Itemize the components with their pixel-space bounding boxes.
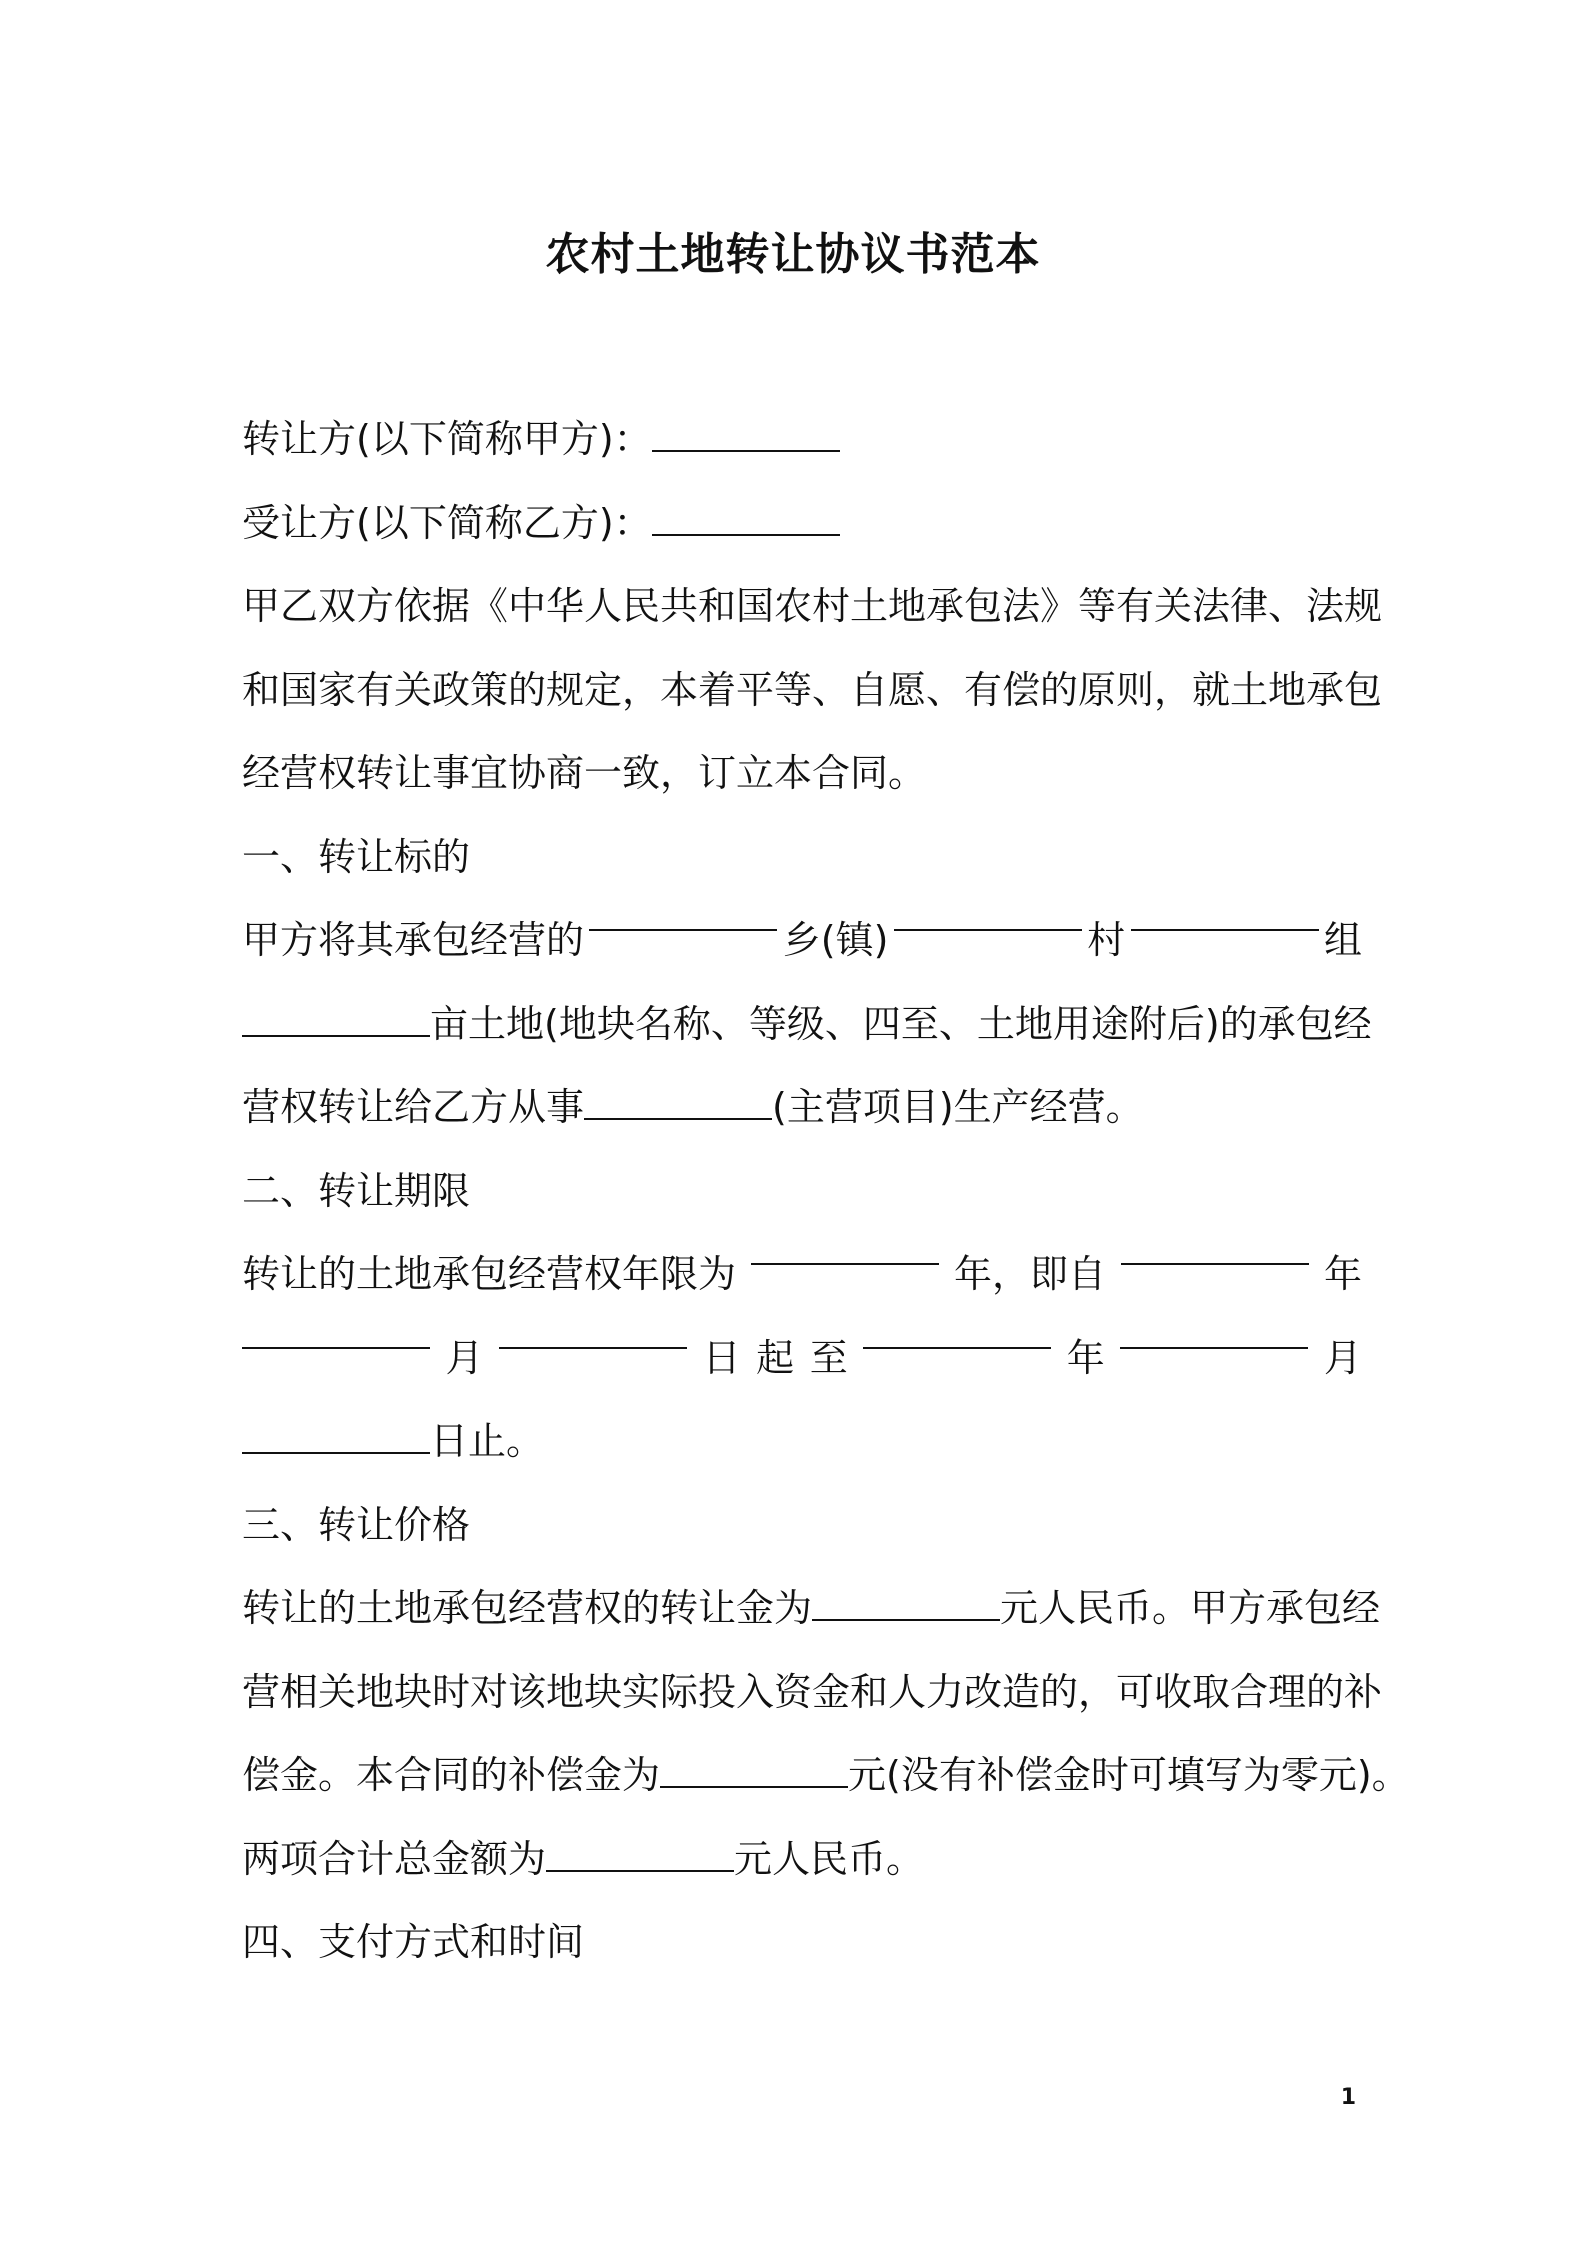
- section-1-line-3-text-a: 营权转让给乙方从事: [242, 1085, 585, 1129]
- section-1-line-2-text: 亩土地(地块名称、等级、四至、土地用途附后)的承包经: [430, 1001, 1372, 1046]
- end-month-blank[interactable]: [1120, 1317, 1308, 1349]
- group-blank[interactable]: [1131, 899, 1319, 931]
- section-1-line-1: [242, 899, 1362, 983]
- section-2-month-label: 月: [445, 1335, 484, 1380]
- section-1-text-d: 组: [1323, 918, 1362, 962]
- section-3-line-4-text-a: 两项合计总金额为: [242, 1836, 547, 1881]
- section-1-text-b: 乡(镇): [782, 918, 889, 962]
- page-number: 1: [1340, 2085, 1356, 2110]
- section-2-heading: 二、转让期限: [242, 1168, 471, 1213]
- party-b-blank[interactable]: [652, 504, 840, 536]
- intro-line-2: 和国家有关政策的规定，本着平等、自愿、有偿的原则，就土地承包: [242, 667, 1383, 712]
- section-2-line-1: [242, 1233, 1362, 1317]
- section-3-line-2: 营相关地块时对该地块实际投入资金和人力改造的，可收取合理的补: [242, 1669, 1383, 1714]
- section-2-text-c: 年: [1323, 1252, 1362, 1296]
- section-3-line-3: [242, 1734, 1410, 1818]
- section-2-to-label: 至: [809, 1335, 848, 1380]
- village-blank[interactable]: [894, 899, 1082, 931]
- section-2-end-month-label: 月: [1323, 1335, 1362, 1380]
- section-2-day-label: 日: [702, 1335, 741, 1380]
- party-b-line: [242, 482, 1362, 566]
- section-3-line-4: [242, 1818, 1362, 1902]
- section-2-text-b: 年，即自: [953, 1252, 1106, 1296]
- section-3-heading: 三、转让价格: [242, 1502, 471, 1547]
- term-years-blank[interactable]: [751, 1233, 939, 1265]
- section-2-line-3: [242, 1400, 1362, 1484]
- section-4-heading: 四、支付方式和时间: [242, 1920, 585, 1964]
- section-2-line-2: [242, 1317, 1362, 1401]
- section-2-year-label: 年: [1066, 1335, 1105, 1380]
- section-3-line-1: [242, 1567, 1381, 1651]
- start-month-blank[interactable]: [242, 1317, 430, 1349]
- section-1-text-a: 甲方将其承包经营的: [242, 918, 585, 962]
- transfer-fee-blank[interactable]: [812, 1589, 1000, 1621]
- section-3-line-4-text-b: 元人民币。: [734, 1836, 925, 1881]
- section-1-line-3: [242, 1066, 1362, 1150]
- township-blank[interactable]: [589, 899, 777, 931]
- section-3-line-1-text-a: 转让的土地承包经营权的转让金为: [242, 1586, 813, 1630]
- compensation-blank[interactable]: [660, 1756, 848, 1788]
- start-day-blank[interactable]: [499, 1317, 687, 1349]
- section-1-line-3-text-b: (主营项目)生产经营。: [772, 1085, 1144, 1129]
- section-1-text-c: 村: [1087, 918, 1126, 962]
- end-day-blank[interactable]: [242, 1422, 430, 1454]
- section-3-line-3-text-a: 偿金。本合同的补偿金为: [242, 1753, 661, 1797]
- intro-line-1: 甲乙双方依据《中华人民共和国农村土地承包法》等有关法律、法规: [242, 584, 1383, 628]
- document-body: [242, 398, 1410, 1985]
- acreage-blank[interactable]: [242, 1005, 430, 1037]
- end-year-blank[interactable]: [863, 1317, 1051, 1349]
- main-project-blank[interactable]: [584, 1088, 772, 1120]
- section-3-line-3-text-b: 元(没有补偿金时可填写为零元)。: [848, 1753, 1410, 1797]
- section-2-text-a: 转让的土地承包经营权年限为: [242, 1252, 737, 1296]
- start-year-blank[interactable]: [1121, 1233, 1309, 1265]
- intro-line-3: 经营权转让事宜协商一致，订立本合同。: [242, 751, 927, 795]
- document-title: 农村土地转让协议书范本: [545, 229, 1041, 280]
- section-3-line-1-text-b: 元人民币。甲方承包经: [1000, 1586, 1381, 1630]
- party-a-line: [242, 398, 1362, 482]
- section-2-line-3-text: 日止。: [430, 1419, 545, 1463]
- section-1-line-2: [242, 983, 1372, 1067]
- section-1-heading: 一、转让标的: [242, 834, 471, 879]
- party-a-label: 转让方(以下简称甲方)：: [242, 417, 652, 461]
- party-b-label: 受让方(以下简称乙方)：: [242, 500, 652, 545]
- section-2-from-label: 起: [756, 1335, 795, 1380]
- total-amount-blank[interactable]: [546, 1840, 734, 1872]
- party-a-blank[interactable]: [652, 420, 840, 452]
